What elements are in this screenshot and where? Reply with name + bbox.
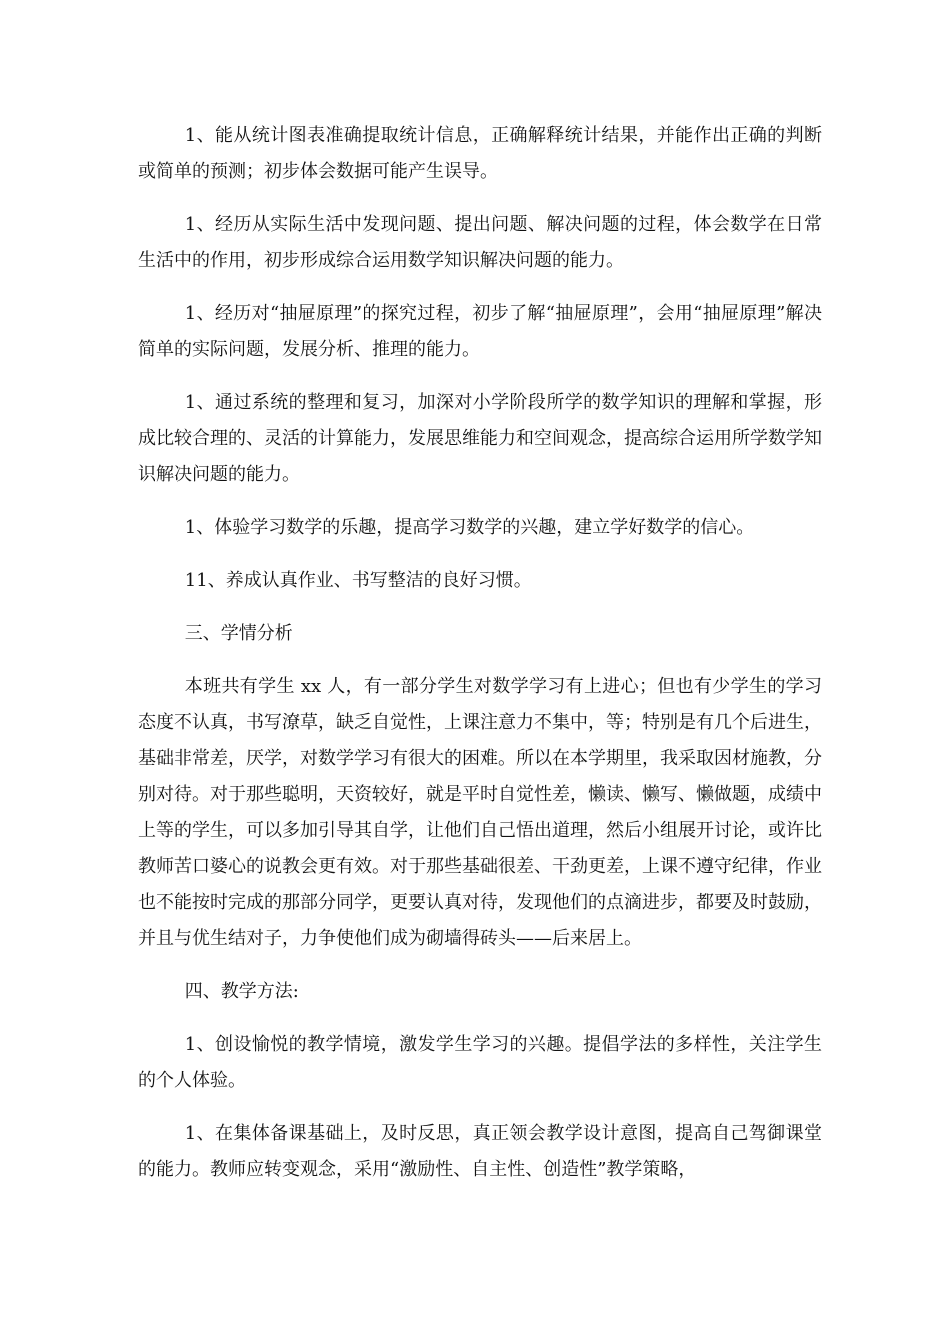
goal-paragraph-5: 1、体验学习数学的乐趣，提高学习数学的兴趣，建立学好数学的信心。 <box>184 517 755 538</box>
section-heading-teaching-methods: 四、教学方法: <box>184 981 299 1002</box>
method-paragraph-2: 1、在集体备课基础上，及时反思，真正领会教学设计意图，提高自己驾御课堂的能力。教师应转变观念，采用“激励性、自主性、创造性”教学策略， <box>138 1123 822 1180</box>
goal-paragraph-6: 11、养成认真作业、书写整洁的良好习惯。 <box>184 570 532 591</box>
document-page <box>138 118 822 1205</box>
method-paragraph-1: 1、创设愉悦的教学情境，激发学生学习的兴趣。提倡学法的多样性，关注学生的个人体验。 <box>138 1034 822 1091</box>
student-analysis-paragraph: 本班共有学生 xx 人，有一部分学生对数学学习有上进心；但也有少学生的学习态度不认真，书写潦草，缺乏自觉性，上课注意力不集中，等；特别是有几个后进生，基础非常差，厌学，对数学学习有很大的困难。所以在本学期里，我采取因材施教，分别对待。对于那些聪明，天资较好，就是平时自觉性差，懒读、懒写、懒做题，成绩中上等的学生，可以多加引导其自学，让他们自己悟出道理，然后小组展开讨论，或许比教师苦口婆心的说教会更有效。对于那些基础很差、干劲更差，上课不遵守纪律，作业也不能按时完成的那部分同学，更要认真对待，发现他们的点滴进步，都要及时鼓励，并且与优生结对子，力争使他们成为砌墙得砖头——后来居上。 <box>138 676 822 949</box>
goal-paragraph-3: 1、经历对“抽屉原理”的探究过程，初步了解“抽屉原理”，会用“抽屉原理”解决简单的实际问题，发展分析、推理的能力。 <box>138 303 822 360</box>
goal-paragraph-1: 1、能从统计图表准确提取统计信息，正确解释统计结果，并能作出正确的判断或简单的预测；初步体会数据可能产生误导。 <box>138 125 822 182</box>
goal-paragraph-4: 1、通过系统的整理和复习，加深对小学阶段所学的数学知识的理解和掌握，形成比较合理的、灵活的计算能力，发展思维能力和空间观念，提高综合运用所学数学知识解决问题的能力。 <box>138 392 822 485</box>
goal-paragraph-2: 1、经历从实际生活中发现问题、提出问题、解决问题的过程，体会数学在日常生活中的作用，初步形成综合运用数学知识解决问题的能力。 <box>138 214 822 271</box>
section-heading-student-analysis: 三、学情分析 <box>184 623 293 644</box>
